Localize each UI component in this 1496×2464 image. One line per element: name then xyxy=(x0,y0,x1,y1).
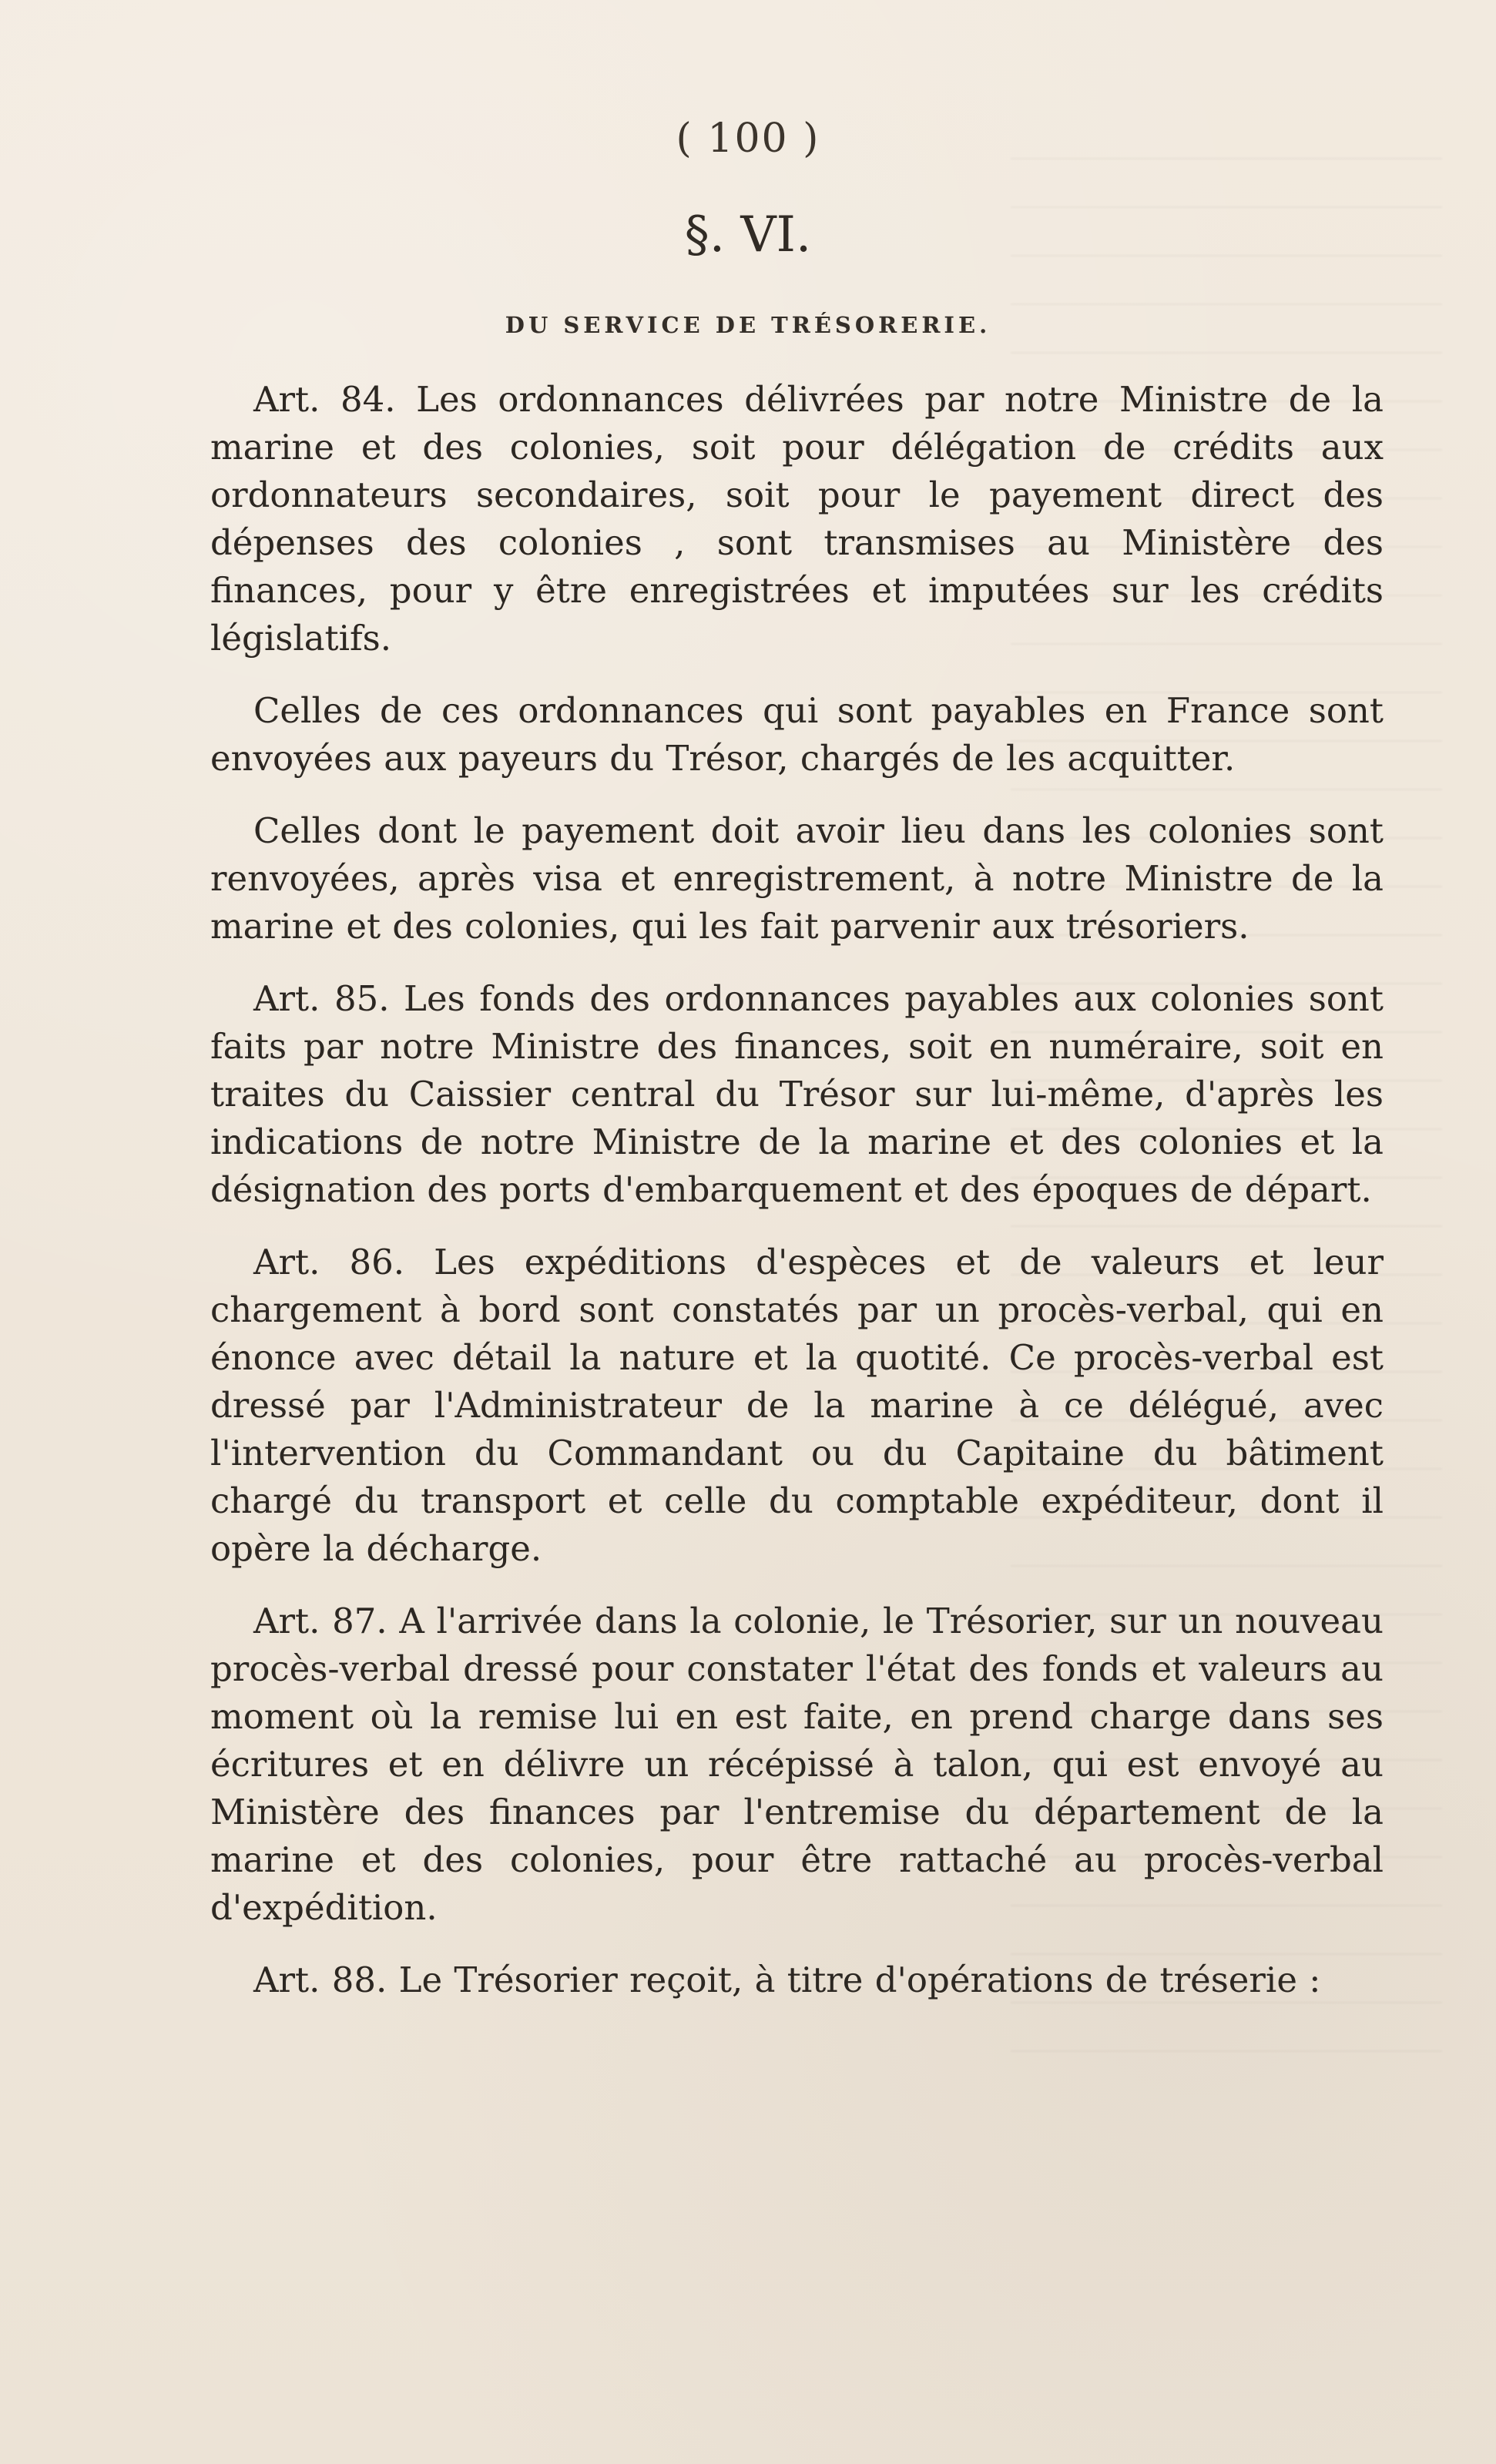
paragraph-article-84: Art. 84. Les ordonnances délivrées par notre Ministre de la marine et des colonies, soit pour délégation de crédits aux ordonnateurs secondaires, soit pour le payement direct des dépenses des colonies , sont transmises au Ministère des finances, pour y être enregistrées et imputées sur les crédits législatifs. xyxy=(210,379,1384,659)
paragraph-france-payables: Celles de ces ordonnances qui sont payables en France sont envoyées aux payeurs du Trésor, chargés de les acquitter. xyxy=(210,690,1384,779)
paragraph-article-86: Art. 86. Les expéditions d'espèces et de valeurs et leur chargement à bord sont constatés par un procès-verbal, qui en énonce avec détail la nature et la quotité. Ce procès-verbal est dressé par l'Administrateur de la marine à ce délégué, avec l'intervention du Commandant ou du Capitaine du bâtiment chargé du transport et celle du comptable expéditeur, dont il opère la décharge. xyxy=(210,1242,1384,1569)
page-number: ( 100 ) xyxy=(676,116,820,162)
document-body xyxy=(210,376,1384,2004)
paragraph-article-88: Art. 88. Le Trésorier reçoit, à titre d'opérations de tréserie : xyxy=(253,1959,1321,2000)
section-mark: §. VI. xyxy=(684,206,812,263)
paragraph-article-87: Art. 87. A l'arrivée dans la colonie, le Trésorier, sur un nouveau procès-verbal dressé pour constater l'état des fonds et valeurs au moment où la remise lui en est faite, en prend charge dans ses écritures et en délivre un récépissé à talon, qui est envoyé au Ministère des finances par l'entremise du département de la marine et des colonies, pour être rattaché au procès-verbal d'expédition. xyxy=(210,1601,1384,1928)
section-title: DU SERVICE DE TRÉSORERIE. xyxy=(505,312,991,338)
paragraph-colonies-payments: Celles dont le payement doit avoir lieu dans les colonies sont renvoyées, après visa et enregistrement, à notre Ministre de la marine et des colonies, qui les fait parvenir aux trésoriers. xyxy=(210,810,1384,947)
paragraph-article-85: Art. 85. Les fonds des ordonnances payables aux colonies sont faits par notre Ministre des finances, soit en numéraire, soit en traites du Caissier central du Trésor sur lui-même, d'après les indications de notre Ministre de la marine et des colonies et la désignation des ports d'embarquement et des époques de départ. xyxy=(210,978,1384,1210)
